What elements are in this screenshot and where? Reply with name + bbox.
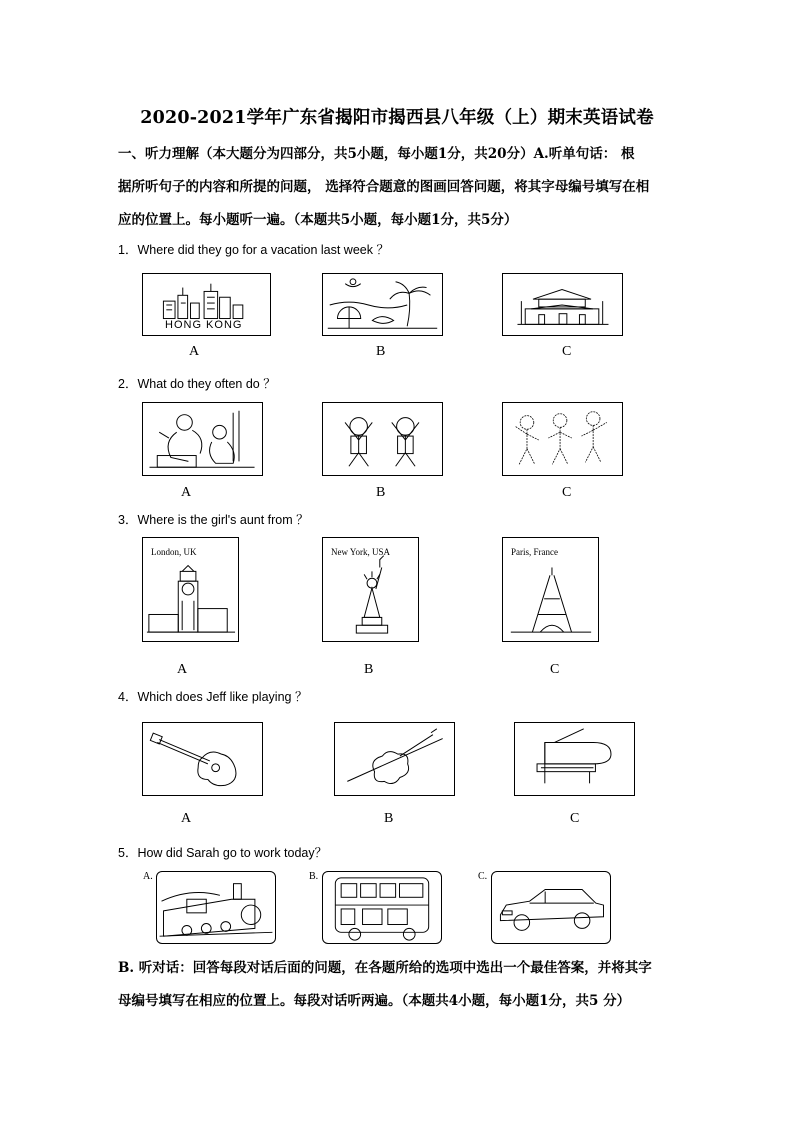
section-one-line-2: 据所听句子的内容和所提的问题， 选择符合题意的图画回答问题，将其字母编号填写在相 bbox=[118, 179, 650, 195]
q1-option-b: B bbox=[376, 344, 386, 359]
violin-icon[interactable] bbox=[334, 722, 455, 796]
section-one-line-1: 一、听力理解（本大题分为四部分，共5小题，每小题1分，共20分）A.听单句话： 根 bbox=[118, 146, 635, 162]
piano-icon[interactable] bbox=[514, 722, 635, 796]
question-1-text: 1．Where did they go for a vacation last week ？ bbox=[118, 243, 389, 257]
q2-option-b: B bbox=[376, 485, 386, 500]
big-ben-icon[interactable] bbox=[142, 537, 239, 642]
q4-option-a: A bbox=[181, 811, 192, 826]
exercising-kids-icon[interactable] bbox=[322, 402, 443, 476]
question-5-text: 5．How did Sarah go to work today？ bbox=[118, 846, 328, 860]
page-title: 2020-2021学年广东省揭阳市揭西县八年级（上）期末英语试卷 bbox=[140, 108, 654, 128]
section-b-instructions bbox=[118, 952, 683, 1018]
question-2-text: 2．What do they often do ？ bbox=[118, 377, 276, 391]
q3-option-b: B bbox=[364, 662, 374, 677]
q3-option-a: A bbox=[177, 662, 188, 677]
dancing-kids-icon[interactable] bbox=[502, 402, 623, 476]
statue-of-liberty-icon[interactable] bbox=[322, 537, 419, 642]
q2-option-c: C bbox=[562, 485, 572, 500]
section-b-line-1: B. 听对话：回答每段对话后面的问题，在各题所给的选项中选出一个最佳答案，并将其字 bbox=[118, 960, 652, 976]
caption-new-york: New York, USA bbox=[331, 547, 391, 557]
beach-palm-icon[interactable] bbox=[322, 273, 443, 336]
cleaning-room-icon[interactable] bbox=[142, 402, 263, 476]
caption-london: London, UK bbox=[151, 547, 197, 557]
q4-option-b: B bbox=[384, 811, 394, 826]
section-one-instructions bbox=[118, 138, 683, 237]
q5-option-c: C. bbox=[478, 871, 488, 882]
q1-option-a: A bbox=[189, 344, 200, 359]
caption-paris: Paris, France bbox=[511, 547, 558, 557]
q3-option-c: C bbox=[550, 662, 560, 677]
q2-option-a: A bbox=[181, 485, 192, 500]
section-b-line-2: 母编号填写在相应的位置上。每段对话听两遍。（本题共4小题，每小题1分，共5 分） bbox=[118, 993, 631, 1009]
hong-kong-label: HONG KONG bbox=[165, 319, 243, 331]
hong-kong-skyline-icon[interactable] bbox=[142, 273, 271, 336]
double-decker-bus-icon[interactable] bbox=[322, 871, 442, 944]
question-3-text: 3．Where is the girl's aunt from ？ bbox=[118, 513, 309, 527]
tiananmen-icon[interactable] bbox=[502, 273, 623, 336]
car-icon[interactable] bbox=[491, 871, 611, 944]
section-one-line-3: 应的位置上。每小题听一遍。（本题共5小题，每小题1分，共5分） bbox=[118, 212, 518, 228]
question-4-text: 4．Which does Jeff like playing ？ bbox=[118, 690, 308, 704]
train-icon[interactable] bbox=[156, 871, 276, 944]
guitar-icon[interactable] bbox=[142, 722, 263, 796]
q5-option-b: B. bbox=[309, 871, 319, 882]
q5-option-a: A. bbox=[143, 871, 153, 882]
eiffel-tower-icon[interactable] bbox=[502, 537, 599, 642]
q1-option-c: C bbox=[562, 344, 572, 359]
q4-option-c: C bbox=[570, 811, 580, 826]
